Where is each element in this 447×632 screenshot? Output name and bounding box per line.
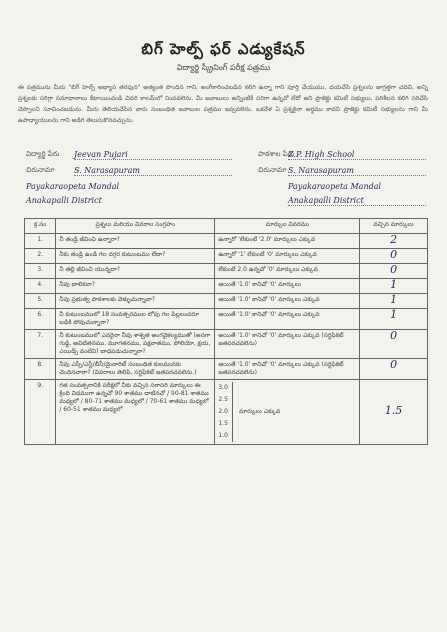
- mandal2-value[interactable]: Payakaraopeta Mandal: [288, 182, 382, 191]
- question-text: నీవు బాలికవా?: [56, 279, 215, 294]
- question-text: నీ కుటుంబములో 18 సంవత్సరముల లోపు గల పిల్లలందరూ బడికి పోవుచున్నారా?: [56, 309, 215, 330]
- scale-value: 2.5: [218, 396, 228, 403]
- table-row: [25, 264, 428, 279]
- marks-rule: మార్కులు ఎక్కువ: [238, 408, 281, 415]
- marks-rule: అయితే '1.0' కానిచో '0' మార్కులు: [215, 279, 360, 294]
- field-row-district: [26, 196, 426, 210]
- table-row: [25, 309, 428, 330]
- row-number: 9.: [25, 380, 56, 445]
- school-name-value[interactable]: Z.P. High School: [288, 150, 426, 160]
- col-header-score: వచ్చిన మార్కులు: [360, 219, 428, 234]
- table-row: [25, 380, 428, 445]
- address2-value[interactable]: S. Narasapuram: [288, 166, 426, 176]
- question-text: నీవు ఎస్సీ/ఎస్టీ/బీసీ/మైనారిటీ సంబంధిత కులమునకు చెందినవారా? (వివరాలు తెలిపి, సర్టిఫికెట్ జతపరచవలెను.): [56, 359, 215, 380]
- table-row: [25, 330, 428, 359]
- row-number: 5.: [25, 294, 56, 309]
- intro-paragraph: ఈ పత్రమును మీరు "బిగ్ హెల్ప్ అభ్యాస తరఫున" అత్యంత పొందిన గాని, అంగీకారించబడిన కలిగి ఉన్నా గాని పూర్తి చేయుము, దయచేసి ప్రశ్నలను జాగ్రత్తగా చదివి, అన్ని ప్రశ్నలకు సరిగ్గా సమాధానాలు కేటాయించండి చివరి కాలమ్‌లో నింపవలెను. మీ జవాబులు అన్నింటికి సరిగా ఉన్నవో లేదో అని ప్రాజెక్టు కమిటీ సభ్యులు, పరిశీలన కలిగి సరిచేసి చెప్పాలని సూచించబడును. మీరు తెలియచేసిన వారు సంబంధిత జవాబుల పత్రము ఇవ్వవలెను. ఒకవేళ ఏ ప్రశ్నకైనా అర్థము కాదని ప్రాజెక్టు కమిటీ సభ్యులను గాని మీ ఉపాధ్యాయులను గాని అడిగి తెలుసుకొనవచ్చును.: [18, 84, 428, 124]
- mandal-value[interactable]: Payakaraopeta Mandal: [26, 182, 120, 191]
- scale-values: [218, 382, 233, 442]
- scale-value: 1.0: [218, 432, 228, 439]
- address2-label: చిరునామా: [258, 166, 287, 174]
- district2-value[interactable]: Anakapalli District: [288, 196, 426, 206]
- scale-value: 2.0: [218, 408, 228, 415]
- score-value[interactable]: 0: [390, 263, 398, 276]
- marks-rule-scale: [215, 380, 360, 445]
- scale-value: 3.0: [218, 384, 228, 391]
- question-text: నీకు తండ్రి ఉండి గల దగ్గర కుటుంబము లేదా?: [56, 249, 215, 264]
- question-text: గత సంవత్సరానికి పరీక్షలో నీకు వచ్చిన సరాసరి మార్కులు ఈ క్రింది విధముగా ఉన్నచో 90 శాతము దాటినచో / 90-81 శాతము మధ్యలో / 80-71 శాతము మధ్యలో / 70-61 శాతము మధ్యలో / 60-51 శాతము మధ్యలో: [56, 380, 215, 445]
- address-label: చిరునామా: [26, 166, 55, 174]
- question-text: నీవు ప్రభుత్వ పాఠశాలకు వెళ్ళుచున్నావా?: [56, 294, 215, 309]
- form-subtitle: విద్యార్థి స్క్రీనింగ్ పరీక్ష పత్రము: [176, 63, 271, 72]
- marks-rule: లేకుంటే 2.0 ఉన్నచో '0' మార్కులు ఎక్కువ: [215, 264, 360, 279]
- table-row: [25, 279, 428, 294]
- row-number: 7.: [25, 330, 56, 359]
- row-number: 4.: [25, 279, 56, 294]
- score-value[interactable]: 1.5: [384, 404, 403, 417]
- row-number: 2.: [25, 249, 56, 264]
- row-number: 3.: [25, 264, 56, 279]
- score-value[interactable]: 0: [390, 248, 398, 261]
- question-text: నీ తల్లి జీవించి యున్నదా?: [56, 264, 215, 279]
- screening-table: [24, 218, 428, 445]
- marks-rule: అయితే '1.0' కానిచో '0' మార్కులు ఎక్కువ: [215, 294, 360, 309]
- table-row: [25, 234, 428, 249]
- col-header-no: క్ర.సం: [25, 219, 56, 234]
- question-text: నీ తండ్రి జీవించి ఉన్నారా?: [56, 234, 215, 249]
- col-header-marks: మార్కుల వివరము: [215, 219, 360, 234]
- district-value[interactable]: Anakapalli District: [26, 196, 102, 205]
- table-row: [25, 359, 428, 380]
- row-number: 8.: [25, 359, 56, 380]
- score-value[interactable]: 1: [390, 278, 398, 291]
- score-value[interactable]: 0: [390, 329, 398, 342]
- row-number: 1.: [25, 234, 56, 249]
- marks-rule: ఉన్నారో '1' లేకుంటే '0' మార్కులు ఎక్కువ: [215, 249, 360, 264]
- score-value[interactable]: 1: [390, 308, 398, 321]
- student-name-label: విద్యార్థి పేరు: [26, 150, 60, 158]
- question-text: నీ కుటుంబములో ఎవరైనా నీవు శాశ్వత అంగవైకల్యముతో (అనగా గుడ్డి, అవిటితనము, మూగతనము, పక్షవాతము, పోలియో, క్షయ, ఎయిడ్స్ వంటివి) బాధపడుచున్నారా?: [56, 330, 215, 359]
- field-row-mandal: [26, 182, 426, 196]
- scale-value: 1.5: [218, 420, 228, 427]
- score-value[interactable]: 2: [390, 233, 398, 246]
- score-value[interactable]: 1: [390, 293, 398, 306]
- row-number: 6.: [25, 309, 56, 330]
- school-name-label: పాఠశాల పేరు: [258, 150, 295, 158]
- marks-rule: అయితే '1.0' కానిచో '0' మార్కులు ఎక్కువ: [215, 309, 360, 330]
- marks-rule: ఉన్నారో 'లేకుంటే '2.0' మార్కులు ఎక్కువ: [215, 234, 360, 249]
- marks-rule: అయితే '1.0' కానిచో '0' మార్కులు ఎక్కువ (సర్టిఫికెట్ జతపరచవలెను): [215, 330, 360, 359]
- address-value[interactable]: S. Narasapuram: [74, 166, 232, 176]
- student-name-value[interactable]: Jeevan Pujari: [74, 150, 232, 160]
- table-row: [25, 249, 428, 264]
- form-title: బిగ్ హెల్ప్ ఫర్ ఎడ్యుకేషన్: [141, 40, 306, 58]
- field-row-name: [26, 150, 426, 164]
- score-value[interactable]: 0: [390, 358, 398, 371]
- col-header-question: ప్రశ్నలు మరియు వివరాల సంగ్రహం: [56, 219, 215, 234]
- table-header-row: [25, 219, 428, 234]
- table-row: [25, 294, 428, 309]
- field-row-address: [26, 166, 426, 180]
- marks-rule: అయితే '1.0' కానిచో '0' మార్కులు ఎక్కువ (సర్టిఫికెట్ జతపరచవలెను): [215, 359, 360, 380]
